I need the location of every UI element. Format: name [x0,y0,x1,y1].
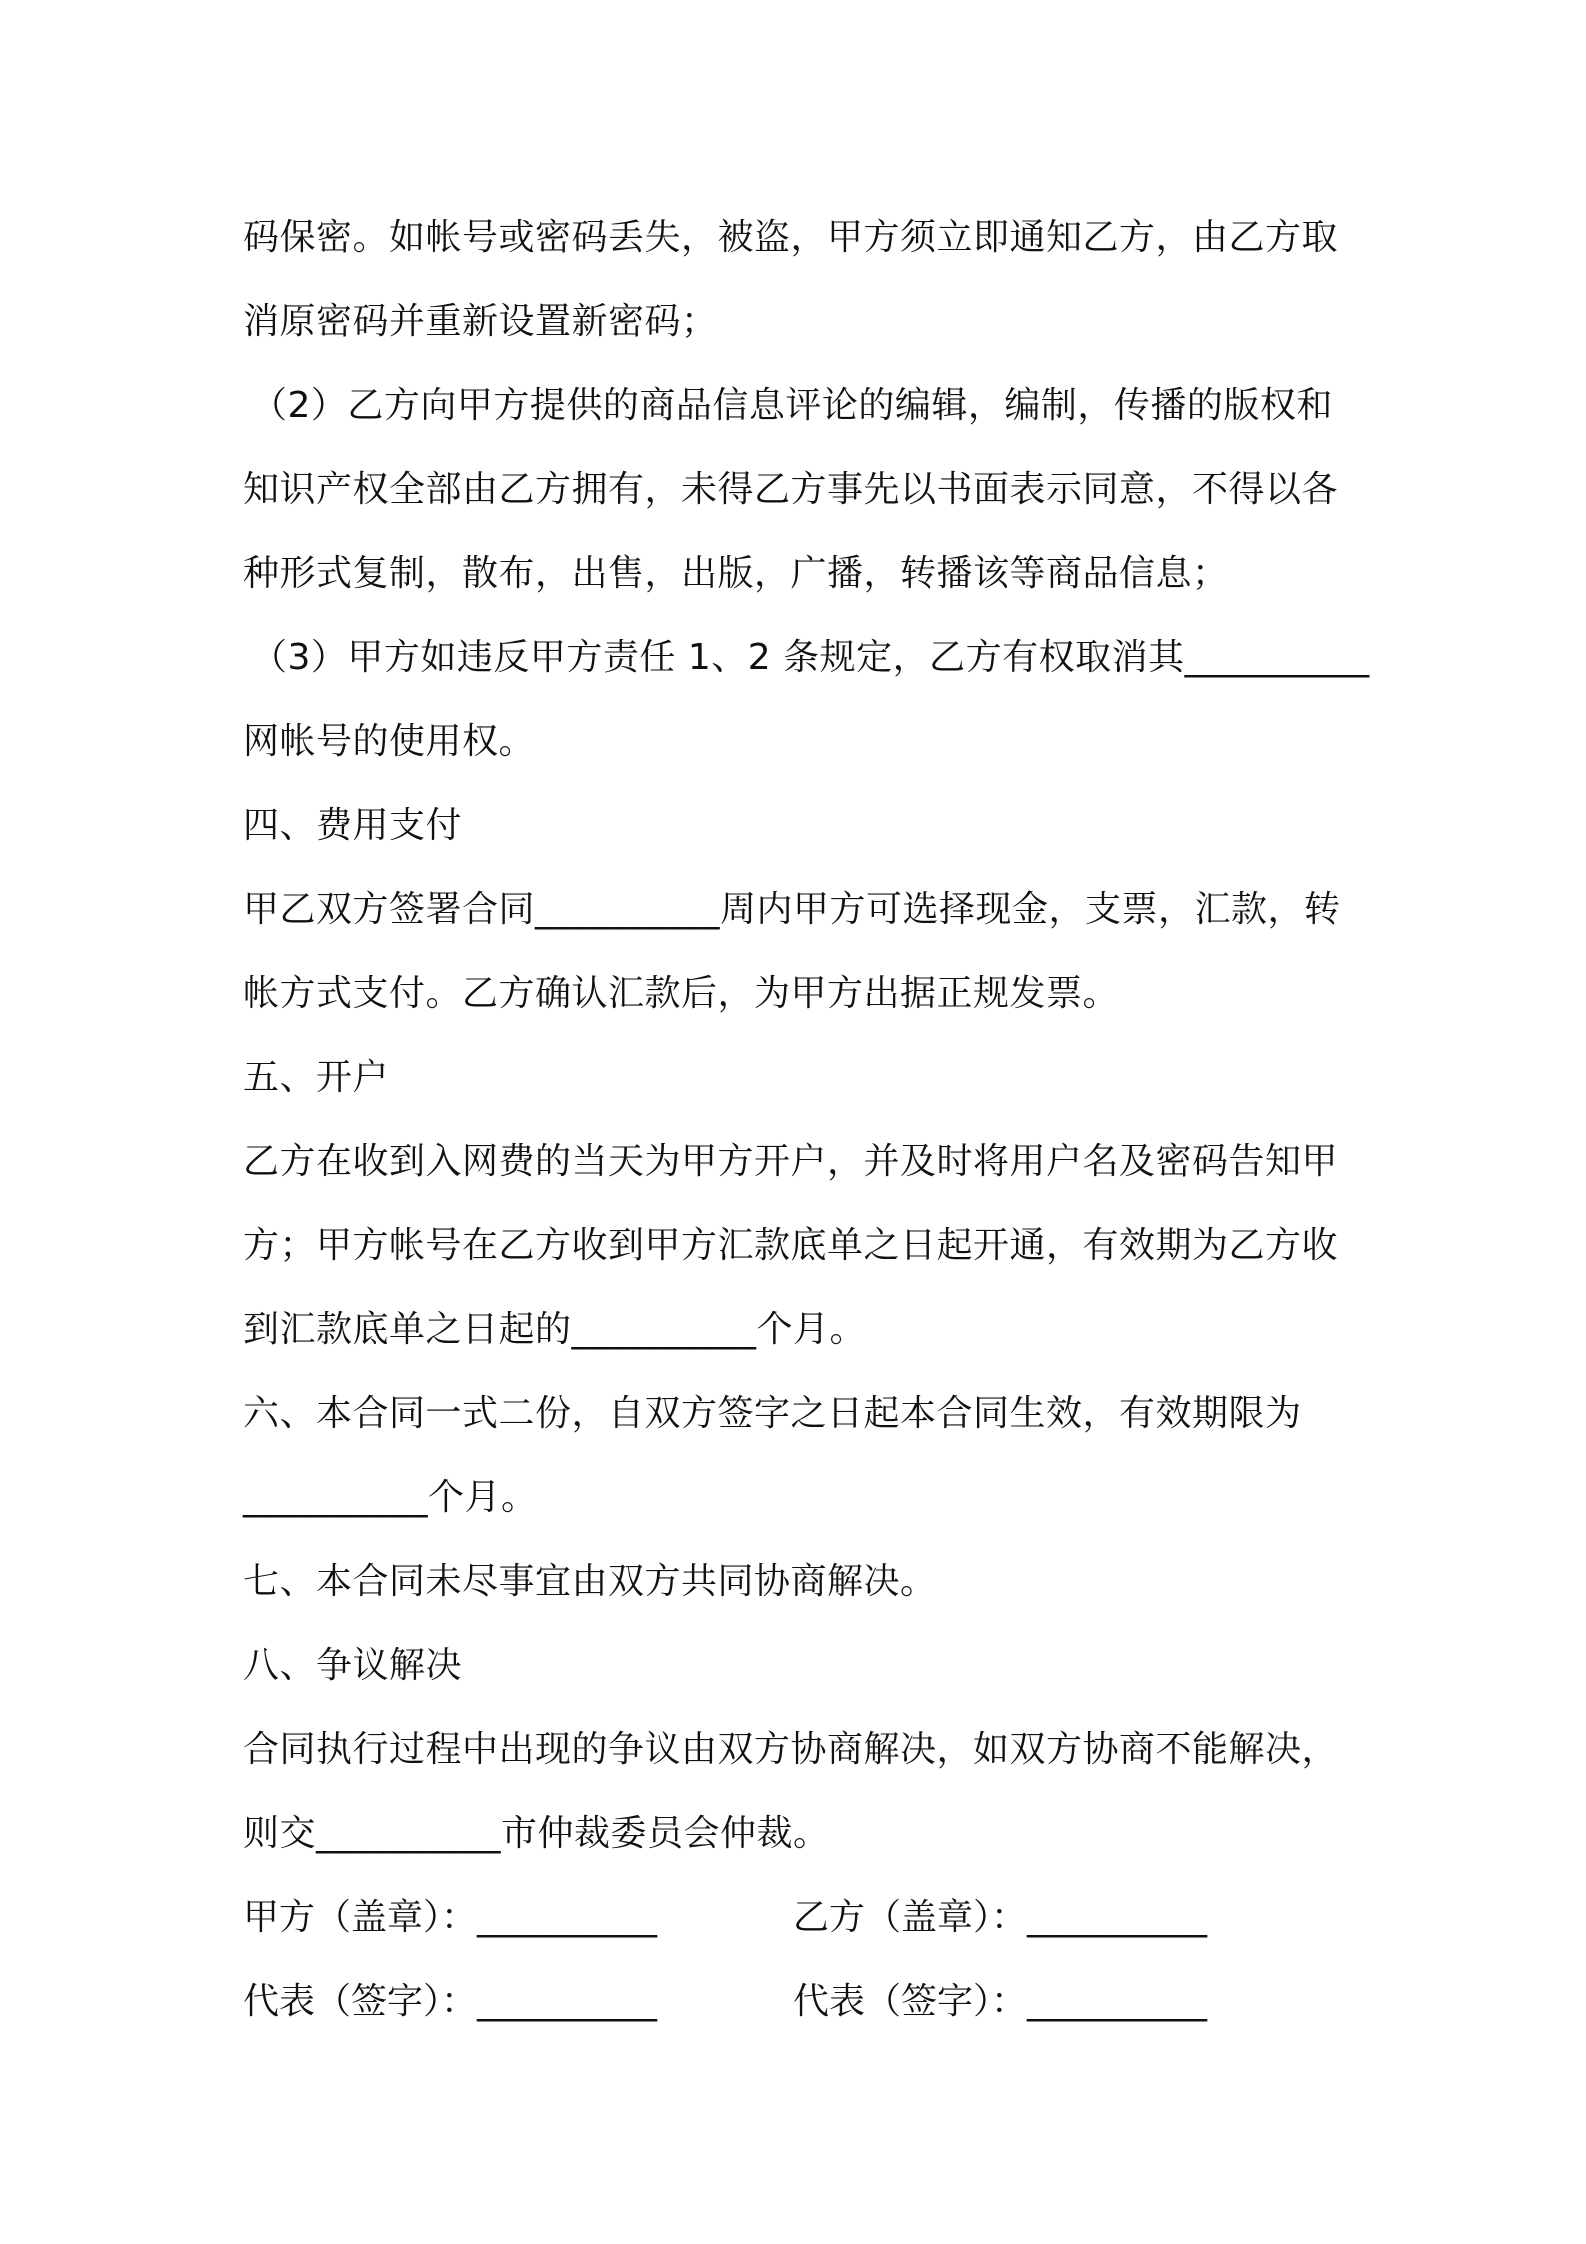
dispute-line-2: 则交__________市仲裁委员会仲裁。 [243,1813,830,1854]
party-a-rep-field: 代表（签字）：__________ [243,1981,658,2022]
clause-3-line-1: （3）甲方如违反甲方责任 1、2 条规定，乙方有权取消其__________ [251,637,1370,678]
account-line-1: 乙方在收到入网费的当天为甲方开户，并及时将用户名及密码告知甲 [243,1141,1339,1182]
account-line-2: 方；甲方帐号在乙方收到甲方汇款底单之日起开通，有效期为乙方收 [243,1225,1339,1266]
body-line-2: 消原密码并重新设置新密码； [243,301,718,342]
party-b-rep-field: 代表（签字）：__________ [793,1981,1208,2022]
contract-body [243,196,1370,2044]
section-six-line-1: 六、本合同一式二份，自双方签字之日起本合同生效，有效期限为 [243,1393,1302,1434]
clause-2-line-2: 知识产权全部由乙方拥有，未得乙方事先以书面表示同意，不得以各 [243,469,1339,510]
section-heading-account: 五、开户 [243,1057,390,1098]
payment-line-1: 甲乙双方签署合同__________周内甲方可选择现金，支票，汇款，转 [243,889,1341,930]
party-b-seal-field: 乙方（盖章）：__________ [793,1897,1208,1938]
section-seven: 七、本合同未尽事宜由双方共同协商解决。 [243,1561,937,1602]
account-line-3: 到汇款底单之日起的__________个月。 [243,1309,867,1350]
body-line-1: 码保密。如帐号或密码丢失，被盗，甲方须立即通知乙方，由乙方取 [243,217,1339,258]
clause-3-line-2: 网帐号的使用权。 [243,721,536,762]
clause-2-line-3: 种形式复制，散布，出售，出版，广播，转播该等商品信息； [243,553,1229,594]
signature-row-seal [243,1876,1363,1960]
party-a-seal-field: 甲方（盖章）：__________ [243,1897,658,1938]
payment-line-2: 帐方式支付。乙方确认汇款后，为甲方出据正规发票。 [243,973,1120,1014]
dispute-line-1: 合同执行过程中出现的争议由双方协商解决，如双方协商不能解决， [243,1729,1339,1770]
signature-row-rep [243,1960,1363,2044]
section-six-line-2: __________个月。 [243,1477,538,1518]
clause-2-line-1: （2）乙方向甲方提供的商品信息评论的编辑，编制，传播的版权和 [251,385,1333,426]
section-heading-dispute: 八、争议解决 [243,1645,463,1686]
section-heading-payment: 四、费用支付 [243,805,463,846]
